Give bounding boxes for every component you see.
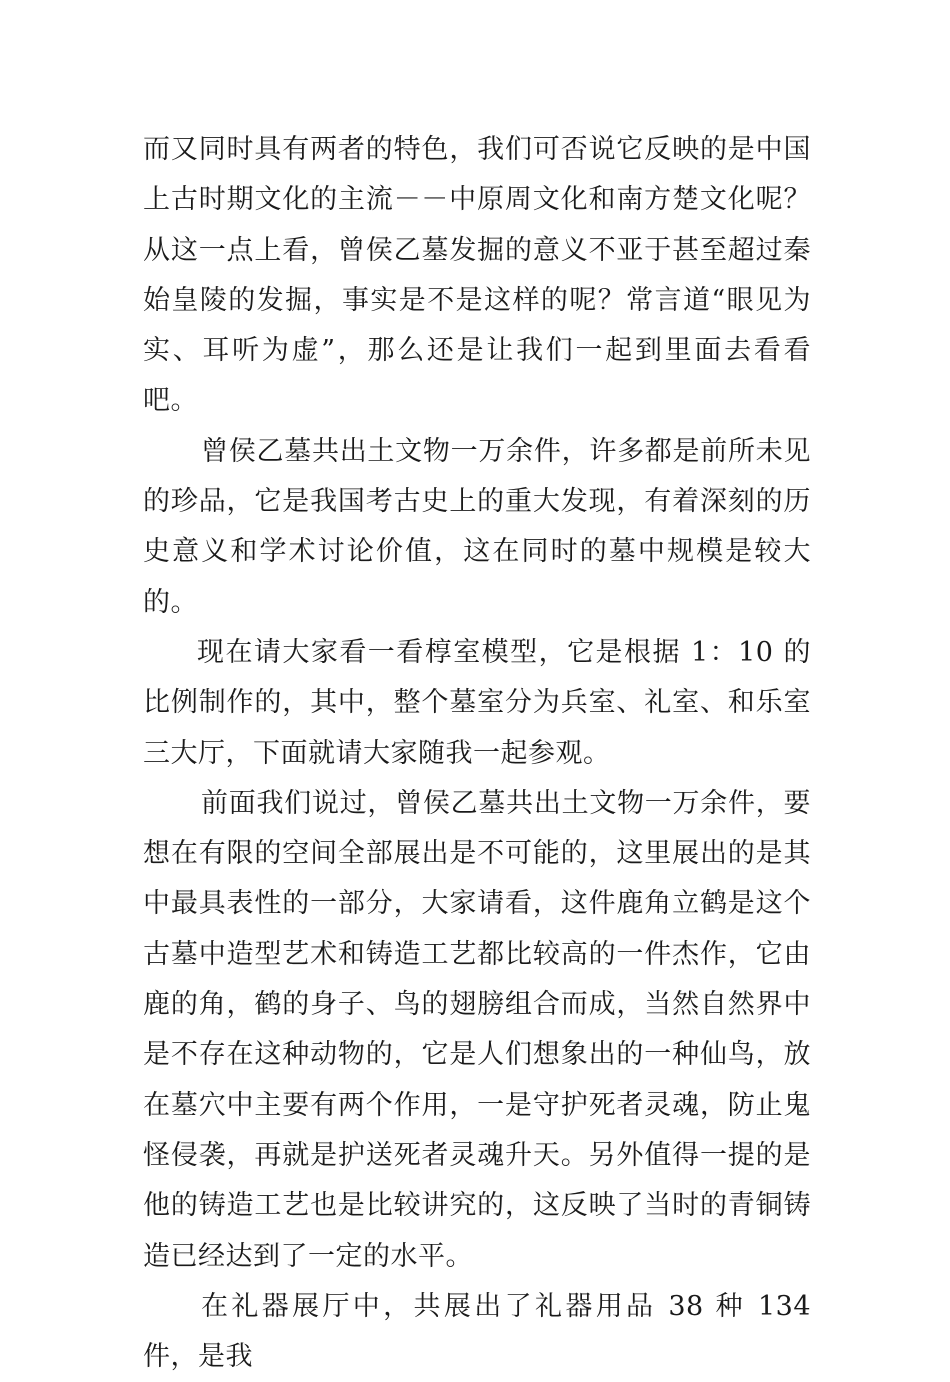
paragraph-chamber-model: 现在请大家看一看椁室模型，它是根据 1：10 的比例制作的，其中，整个墓室分为兵室、礼室、和乐室三大厅，下面就请大家随我一起参观。 [143, 636, 811, 769]
paragraph-ritual-hall: 在礼器展厅中，共展出了礼器用品 38 种 134 件，是我 [143, 1290, 811, 1373]
body-text [143, 125, 811, 1382]
paragraph-excavation-relics: 曾侯乙墓共出土文物一万余件，许多都是前所未见的珍品，它是我国考古史上的重大发现，有着深刻的历史意义和学术讨论价值，这在同时的墓中规模是较大的。 [143, 435, 811, 618]
paragraph-continuation: 而又同时具有两者的特色，我们可否说它反映的是中国上古时期文化的主流－－中原周文化和南方楚文化呢？从这一点上看，曾侯乙墓发掘的意义不亚于甚至超过秦始皇陵的发掘，事实是不是这样的呢？常言道“眼见为实、耳听为虚”，那么还是让我们一起到里面去看看吧。 [143, 134, 811, 417]
paragraph-deer-antler-crane: 前面我们说过，曾侯乙墓共出土文物一万余件，要想在有限的空间全部展出是不可能的，这里展出的是其中最具表性的一部分，大家请看，这件鹿角立鹤是这个古墓中造型艺术和铸造工艺都比较高的一件杰作，它由鹿的角，鹤的身子、鸟的翅膀组合而成，当然自然界中是不存在这种动物的，它是人们想象出的一种仙鸟，放在墓穴中主要有两个作用，一是守护死者灵魂，防止鬼怪侵袭，再就是护送死者灵魂升天。另外值得一提的是他的铸造工艺也是比较讲究的，这反映了当时的青铜铸造已经达到了一定的水平。 [143, 787, 811, 1272]
